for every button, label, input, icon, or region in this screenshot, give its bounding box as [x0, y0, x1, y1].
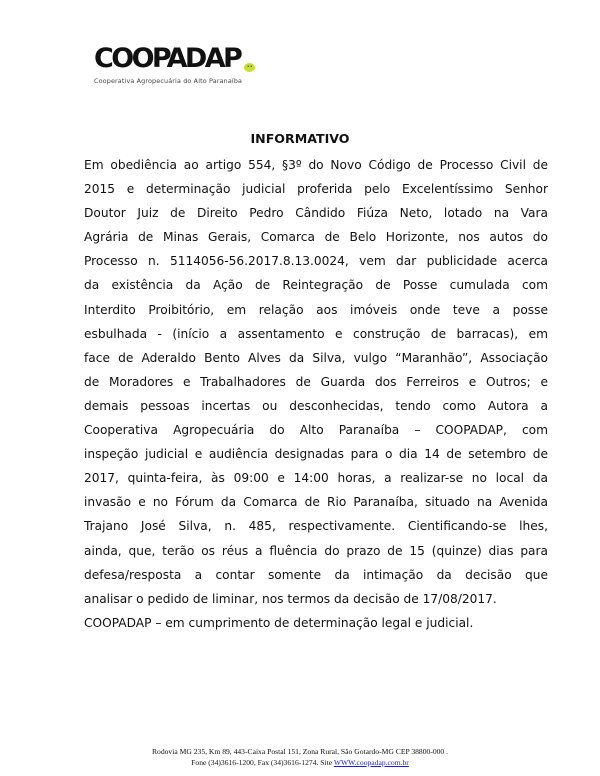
logo-wordmark: COOPADAP	[94, 43, 241, 74]
body-line: invasão e no Fórum da Comarca de Rio Paranaíba, situado na Avenida	[84, 495, 548, 510]
body-line: ainda, que, terão os réus a fluência do prazo de 15 (quinze) dias para	[84, 543, 548, 558]
body-line: Interdito Proibitório, em relação aos imóveis onde teve a posse	[84, 302, 548, 317]
footer-contact: Fone (34)3616-1200, Fax (34)3616-1274. Site	[191, 758, 334, 767]
body-line: Trajano José Silva, n. 485, respectivamente. Cientificando-se lhes,	[84, 519, 548, 534]
body-line-closing: COOPADAP – em cumprimento de determinação legal e judicial.	[84, 615, 474, 630]
page-footer	[0, 746, 600, 768]
body-line: 2017, quinta-feira, às 09:00 e 14:00 horas, a realizar-se no local da	[84, 471, 548, 486]
body-line: Cooperativa Agropecuária do Alto Paranaíba – COOPADAP, com	[84, 423, 548, 438]
logo-subtitle: Cooperativa Agropecuária do Alto Paranaíba	[94, 77, 243, 85]
logo-dot-icon	[244, 63, 255, 72]
document-body	[84, 153, 548, 635]
body-line: face de Aderaldo Bento Alves da Silva, vulgo “Maranhão”, Associação	[84, 350, 548, 365]
body-line: da existência da Ação de Reintegração de Posse cumulada com	[84, 278, 548, 293]
footer-address: Rodovia MG 235, Km 89, 443-Caixa Postal 151, Zona Rural, São Gotardo-MG CEP 38800-000 .	[151, 747, 449, 756]
body-line: Em obediência ao artigo 554, §3º do Novo Código de Processo Civil de	[84, 158, 548, 172]
body-line: inspeção judicial e audiência designadas para o dia 14 de setembro de	[84, 447, 548, 462]
logo-badge: ••	[246, 64, 253, 70]
company-logo	[94, 44, 354, 86]
body-line: esbulhada - (início a assentamento e construção de barracas), em	[84, 326, 548, 341]
body-line: demais pessoas incertas ou desconhecidas, tendo como Autora a	[84, 398, 548, 413]
document-title: INFORMATIVO	[250, 131, 350, 146]
body-line: defesa/resposta a contar somente da intimação da decisão que	[84, 567, 548, 582]
logo-row	[94, 44, 354, 74]
body-line: Processo n. 5114056-56.2017.8.13.0024, vem dar publicidade acerca	[84, 254, 548, 269]
body-line: Doutor Juiz de Direito Pedro Cândido Fiúza Neto, lotado na Vara	[84, 206, 548, 221]
body-line: de Moradores e Trabalhadores de Guarda dos Ferreiros e Outros; e	[84, 374, 548, 389]
footer-contact-line	[0, 757, 600, 768]
website-link[interactable]: WWW.coopadap.com.br	[333, 758, 409, 767]
body-line: Agrária de Minas Gerais, Comarca de Belo Horizonte, nos autos do	[84, 230, 548, 245]
body-line: analisar o pedido de liminar, nos termos da decisão de 17/08/2017.	[84, 591, 497, 606]
body-line: 2015 e determinação judicial proferida pelo Excelentíssimo Senhor	[84, 182, 548, 197]
